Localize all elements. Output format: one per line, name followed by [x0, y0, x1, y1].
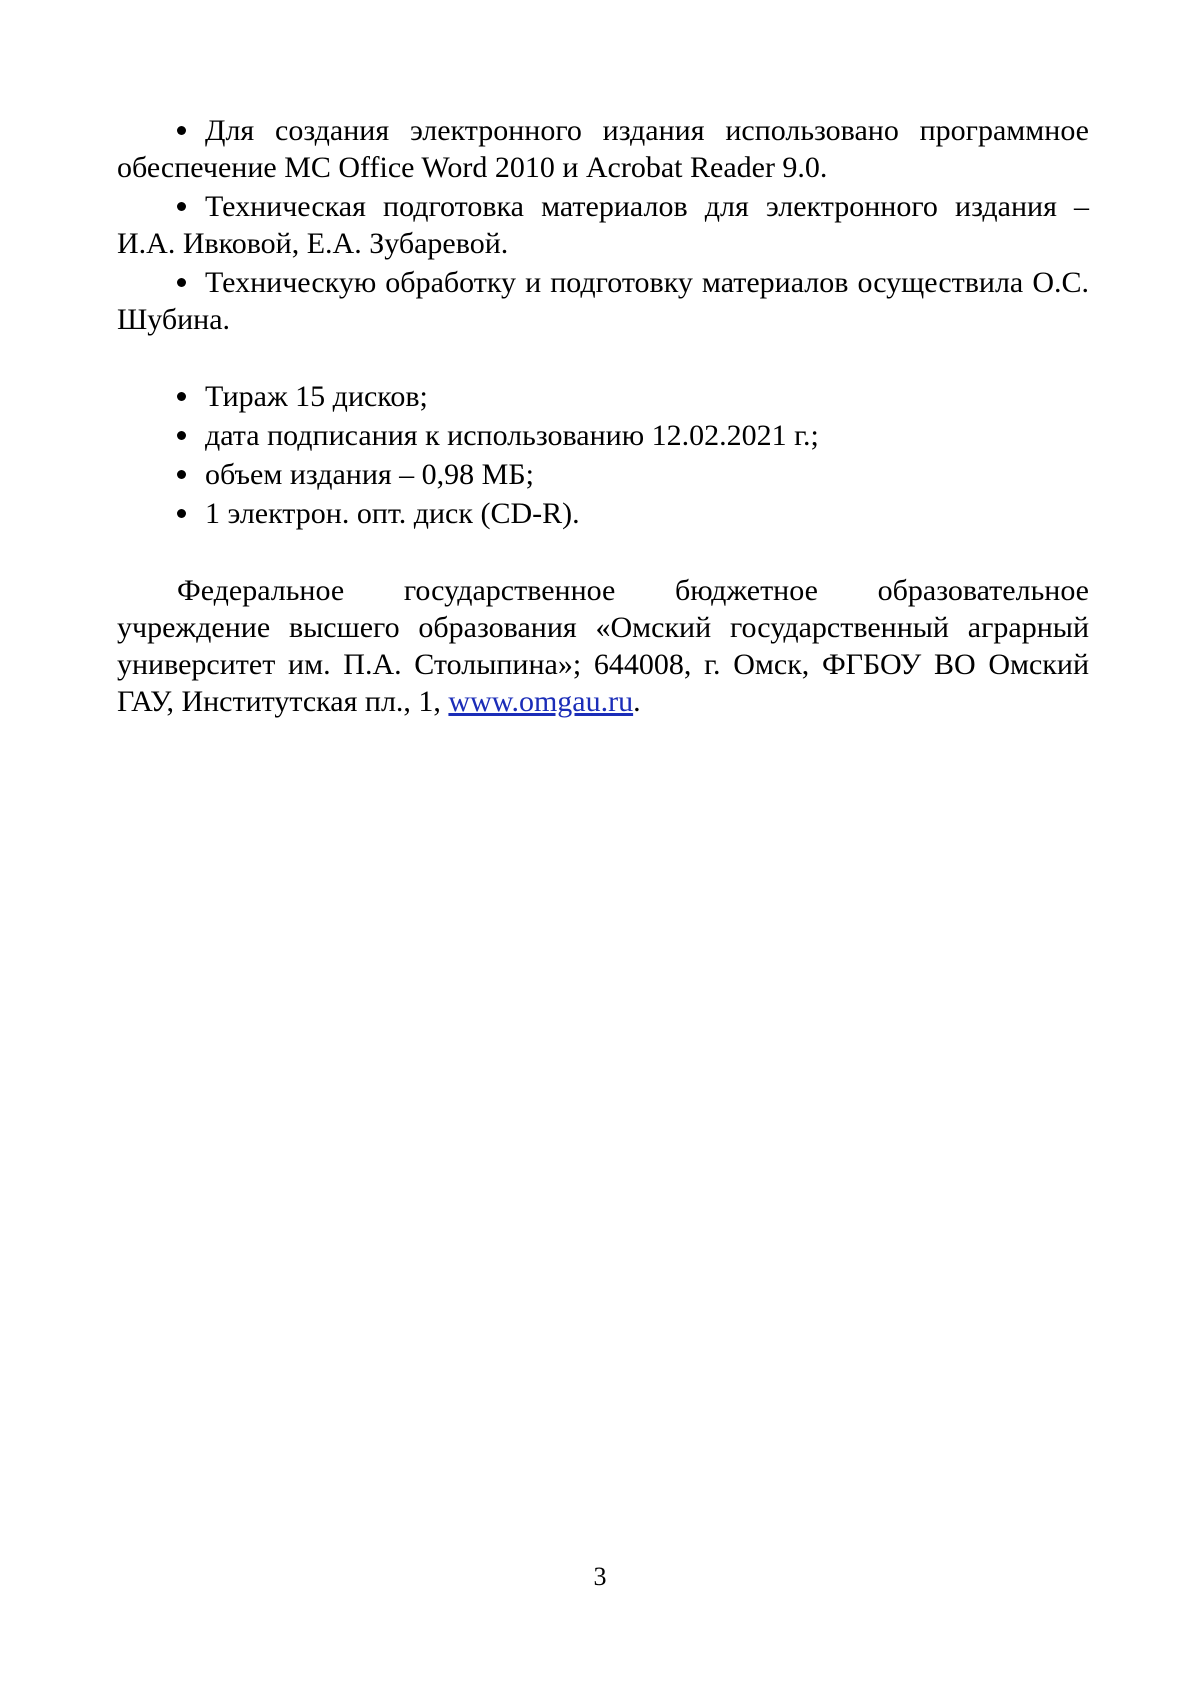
- bullet-icon: [177, 495, 199, 532]
- bullet-icon: [177, 378, 199, 415]
- bullet-icon: [177, 264, 199, 301]
- list-item: [117, 417, 1089, 454]
- edition-details-list: [117, 378, 1089, 532]
- publisher-paragraph: [117, 572, 1089, 720]
- tech-processing-paragraph: [117, 264, 1089, 338]
- page-body: [117, 112, 1089, 722]
- publisher-text: Федеральное государственное бюджетное образовательное учреждение высшего образования «Омский государственный аграрный университет им. П.А. Столыпина»; 644008, г. Омск, ФГБОУ ВО Омский ГАУ, Институтская пл., 1,: [117, 574, 1089, 718]
- bullet-icon: [177, 417, 199, 454]
- spacer: [117, 534, 1089, 572]
- page-number: 3: [593, 1562, 607, 1591]
- bullet-icon: [177, 188, 199, 225]
- spacer: [117, 340, 1089, 378]
- tech-processing-text: Техническую обработку и подготовку материалов осуществила О.С. Шубина.: [117, 266, 1089, 336]
- list-item-text: объем издания – 0,98 МБ;: [205, 458, 534, 491]
- tech-preparation-paragraph: [117, 188, 1089, 262]
- bullet-icon: [177, 456, 199, 493]
- list-item: [117, 495, 1089, 532]
- list-item: [117, 378, 1089, 415]
- list-item-text: Тираж 15 дисков;: [205, 380, 428, 413]
- bullet-icon: [177, 112, 199, 149]
- publisher-trailing: .: [633, 685, 641, 718]
- website-link[interactable]: www.omgau.ru: [448, 685, 634, 718]
- list-item: [117, 456, 1089, 493]
- software-paragraph: [117, 112, 1089, 186]
- list-item-text: дата подписания к использованию 12.02.2021 г.;: [205, 419, 819, 452]
- tech-preparation-text: Техническая подготовка материалов для электронного издания – И.А. Ивковой, Е.А. Зубаревой.: [117, 190, 1089, 260]
- software-text: Для создания электронного издания использовано программное обеспечение MC Office Word 2010 и Acrobat Reader 9.0.: [117, 114, 1089, 184]
- list-item-text: 1 электрон. опт. диск (CD-R).: [205, 497, 580, 530]
